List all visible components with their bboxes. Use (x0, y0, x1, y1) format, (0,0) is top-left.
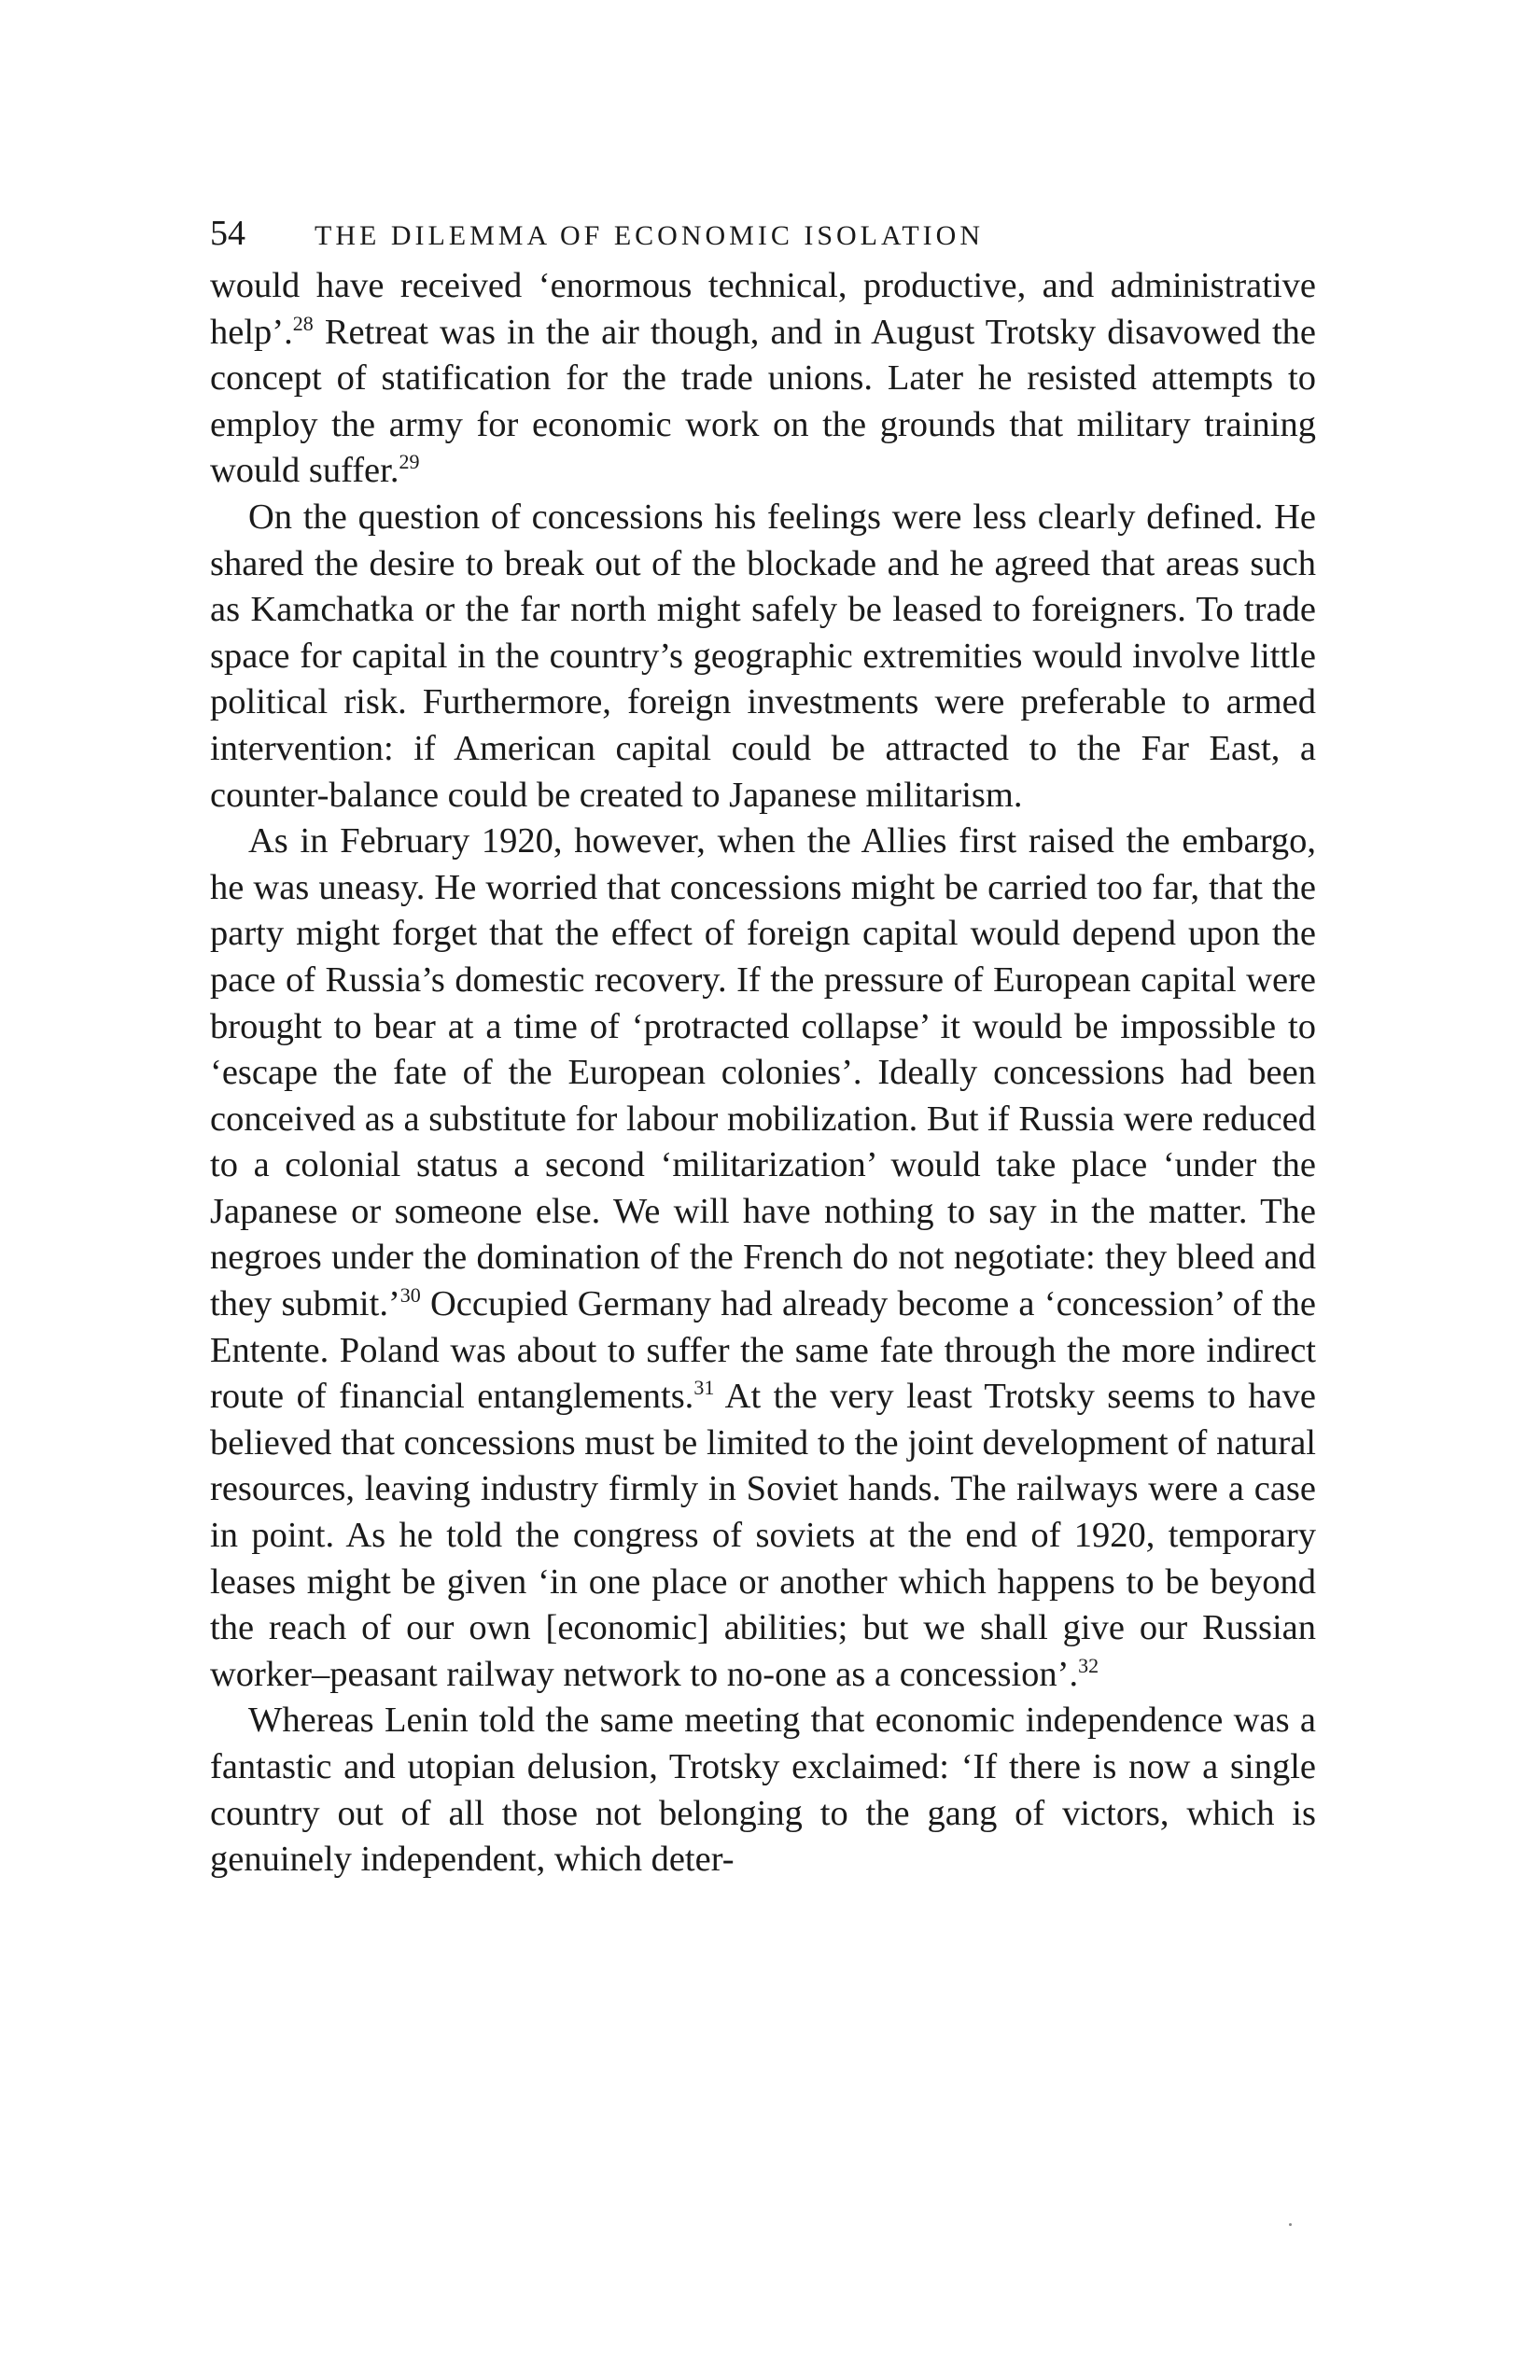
book-page (210, 213, 1316, 1883)
text-run: would have received ‘enormous technical, productive, and administrative help’. (210, 266, 1316, 352)
footnote-marker: 28 (292, 311, 314, 335)
text-run: At the very least Trotsky seems to have believed that concessions must be limited to the joint development of natural resources, leaving industry firmly in Soviet hands. The railways were a case in point. As he told the congress of soviets at the end of 1920, temporary leases might be given ‘in one place or another which happens to be beyond the reach of our own [economic] abilities; but we shall give our Russian worker–peasant railway network to no-one as a concession’. (210, 1377, 1316, 1694)
footnote-marker: 30 (399, 1283, 421, 1308)
text-run: Occupied Germany had already become a ‘concession’ of the Entente. Poland was about to suffer the same fate through the more indirect route of financial entanglements. (210, 1284, 1316, 1417)
page-number: 54 (210, 214, 245, 253)
paragraph (210, 819, 1316, 1698)
paragraph (210, 495, 1316, 819)
footnote-marker: 29 (399, 450, 420, 474)
text-run: On the question of concessions his feelings were less clearly defined. He shared the desire to break out of the blockade and he agreed that areas such as Kamchatka or the far north might safely be leased to foreigners. To trade space for capital in the country’s geographic extremities would involve little political risk. Furthermore, foreign investments were preferable to armed intervention: if American capital could be attracted to the Far East, a counter-balance could be created to Japanese militarism. (210, 497, 1316, 815)
text-run: As in February 1920, however, when the Allies first raised the embargo, he was uneasy. He worried that concessions might be carried too far, that the party might forget that the effect of foreign capital would depend upon the pace of Russia’s domestic recovery. If the pressure of European capital were brought to bear at a time of ‘protracted collapse’ it would be impossible to ‘escape the fate of the European colonies’. Ideally concessions had been conceived as a substitute for labour mobilization. But if Russia were reduced to a colonial status a second ‘militarization’ would take place ‘under the Japanese or someone else. We will have nothing to say in the matter. The negroes under the domination of the French do not negotiate: they bleed and they submit.’ (210, 821, 1316, 1324)
running-header (210, 213, 1316, 254)
footnote-marker: 32 (1078, 1653, 1099, 1677)
running-title: THE DILEMMA OF ECONOMIC ISOLATION (315, 220, 984, 251)
text-run: Retreat was in the air though, and in August Trotsky disavowed the concept of statification for the trade unions. Later he resisted attempts to employ the army for economic work on the grounds that military training would suffer. (210, 312, 1316, 491)
text-run: Whereas Lenin told the same meeting that economic independence was a fantastic and utopian delusion, Trotsky exclaimed: ‘If there is now a single country out of all those not belonging to the gang of victors, which is genuinely independent, which deter- (210, 1701, 1316, 1880)
scan-speck (1289, 2223, 1292, 2226)
body-text (210, 263, 1316, 1883)
paragraph (210, 1698, 1316, 1883)
paragraph (210, 263, 1316, 495)
footnote-marker: 31 (693, 1376, 715, 1400)
